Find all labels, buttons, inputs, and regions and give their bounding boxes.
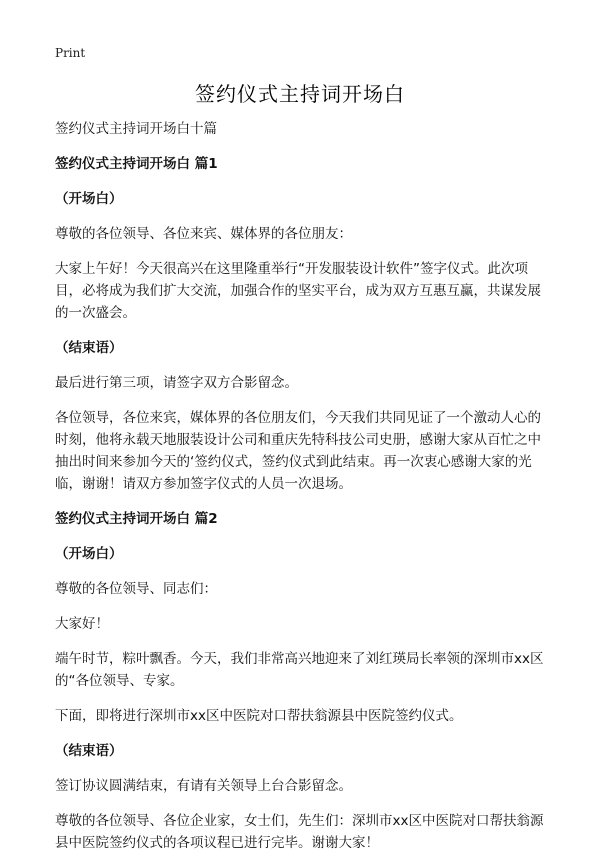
paragraph: 大家上午好！今天很高兴在这里隆重举行“开发服装设计软件”签字仪式。此次项目，必将成为我们扩大交流，加强合作的坚实平台，成为双方互惠互赢，共谋发展的一次盛会。 bbox=[55, 261, 541, 321]
paragraph: 签订协议圆满结束，有请有关领导上台合影留念。 bbox=[55, 778, 352, 794]
paragraph: 最后进行第三项，请签字双方合影留念。 bbox=[55, 375, 298, 391]
paragraph: 各位领导，各位来宾，媒体界的各位朋友们，今天我们共同见证了一个激动人心的时刻，他将永载天地服装设计公司和重庆先特科技公司史册，感谢大家从百忙之中抽出时间来参加今天的‘签约仪式，签约仪式到此结束。再一次衷心感谢大家的光临，谢谢！请双方参加签字仪式的人员一次退场。 bbox=[55, 410, 541, 492]
document-subtitle: 签约仪式主持词开场白十篇 bbox=[55, 121, 217, 137]
paragraph: 尊敬的各位领导、同志们： bbox=[55, 581, 217, 597]
article-heading: 签约仪式主持词开场白 篇2 bbox=[55, 511, 218, 527]
document-title: 签约仪式主持词开场白 bbox=[195, 82, 405, 106]
print-label: Print bbox=[55, 46, 86, 60]
opening-label: （开场白） bbox=[55, 546, 123, 562]
opening-label: （开场白） bbox=[55, 191, 123, 207]
paragraph: 下面，即将进行深圳市xx区中医院对口帮扶翁源县中医院签约仪式。 bbox=[55, 708, 463, 724]
paragraph: 尊敬的各位领导、各位来宾、媒体界的各位朋友： bbox=[55, 226, 352, 242]
closing-label: （结束语） bbox=[55, 340, 123, 356]
article-heading: 签约仪式主持词开场白 篇1 bbox=[55, 156, 218, 172]
document-body bbox=[55, 118, 545, 867]
paragraph: 端午时节，粽叶飘香。今天，我们非常高兴地迎来了刘红瑛局长率领的深圳市xx区的“各位领导、专家。 bbox=[55, 651, 544, 689]
paragraph: 尊敬的各位领导、各位企业家，女士们，先生们：深圳市xx区中医院对口帮扶翁源县中医院签约仪式的各项议程已进行完毕。谢谢大家！ bbox=[55, 813, 544, 851]
closing-label: （结束语） bbox=[55, 743, 123, 759]
paragraph: 大家好！ bbox=[55, 616, 109, 632]
